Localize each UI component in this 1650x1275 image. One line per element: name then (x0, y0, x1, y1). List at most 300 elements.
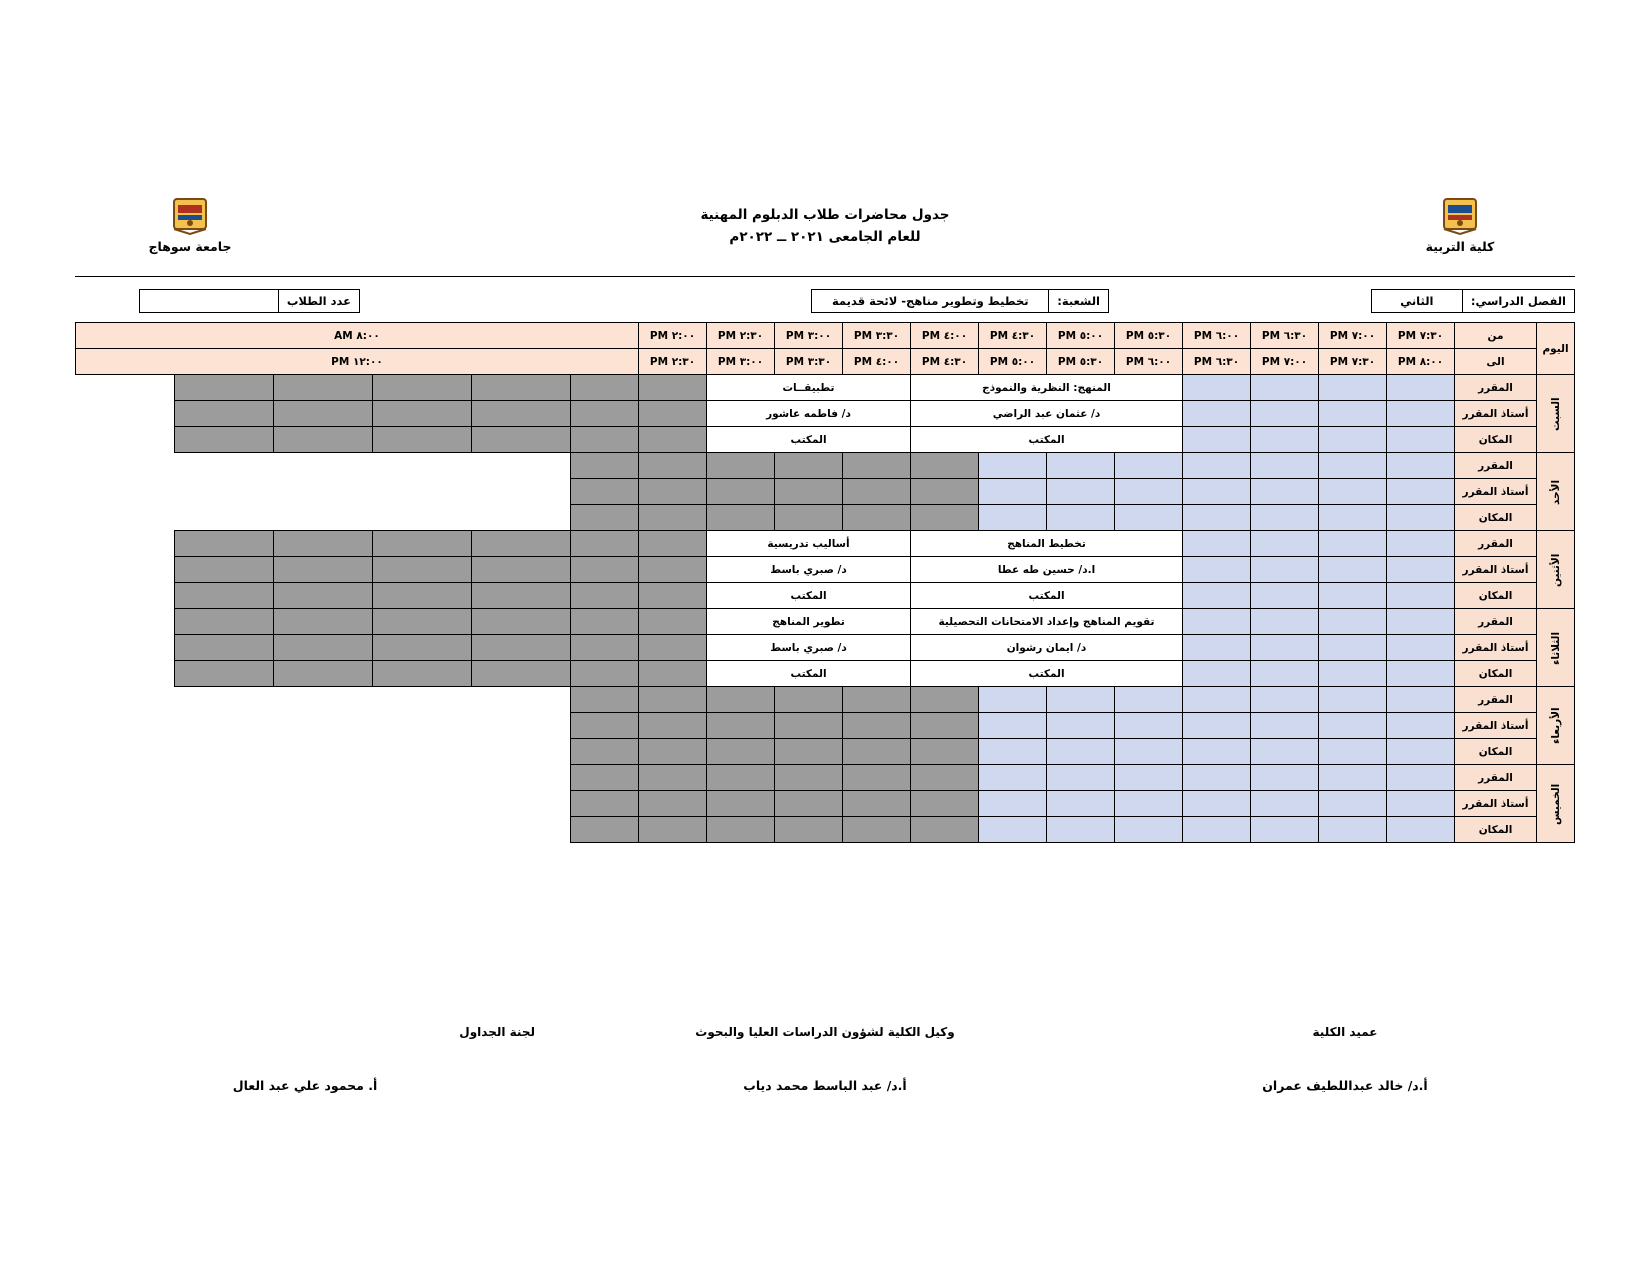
row-label-cell: المقرر (1455, 609, 1537, 635)
empty-slot-cell[interactable] (1319, 661, 1387, 687)
empty-slot-cell[interactable] (1387, 635, 1455, 661)
unavailable-slot-cell (373, 531, 472, 557)
students-count-value (139, 289, 278, 313)
students-count-label: عدد الطلاب (278, 289, 360, 313)
unavailable-slot-cell (274, 609, 373, 635)
instructor-cell[interactable]: د/ فاطمه عاشور (707, 401, 911, 427)
empty-slot-cell[interactable] (1251, 765, 1319, 791)
empty-slot-cell[interactable] (1319, 505, 1387, 531)
time-to-cell: ٥:٠٠ PM (979, 349, 1047, 375)
empty-slot-cell[interactable] (1047, 505, 1115, 531)
instructor-cell[interactable]: د/ صبري باسط (707, 635, 911, 661)
empty-slot-cell[interactable] (1387, 609, 1455, 635)
empty-slot-cell[interactable] (1047, 765, 1115, 791)
unavailable-slot-cell (571, 375, 639, 401)
time-from-cell: ٣:٣٠ PM (843, 323, 911, 349)
faculty-logo-icon (1438, 195, 1482, 235)
empty-slot-cell[interactable] (1387, 427, 1455, 453)
empty-slot-cell[interactable] (1387, 479, 1455, 505)
time-to-cell: ٦:٠٠ PM (1115, 349, 1183, 375)
unavailable-slot-cell (707, 791, 775, 817)
semester-field (1371, 289, 1575, 313)
empty-slot-cell[interactable] (1251, 531, 1319, 557)
day-column-header: اليوم (1537, 323, 1575, 375)
unavailable-slot-cell (843, 713, 911, 739)
day-name-cell: الأثنين (1537, 531, 1575, 609)
empty-slot-cell[interactable] (1319, 609, 1387, 635)
unavailable-slot-cell (571, 531, 639, 557)
time-to-cell: ٨:٠٠ PM (1387, 349, 1455, 375)
empty-slot-cell[interactable] (1251, 609, 1319, 635)
row-label-cell: المقرر (1455, 687, 1537, 713)
unavailable-slot-cell (639, 557, 707, 583)
info-bar (75, 289, 1575, 317)
empty-slot-cell[interactable] (1183, 791, 1251, 817)
row-label-cell: أستاذ المقرر (1455, 401, 1537, 427)
unavailable-slot-cell (707, 713, 775, 739)
title-block (305, 195, 1345, 245)
unavailable-slot-cell (571, 635, 639, 661)
empty-slot-cell[interactable] (1183, 401, 1251, 427)
unavailable-slot-cell (911, 505, 979, 531)
empty-slot-cell[interactable] (1183, 505, 1251, 531)
place-cell[interactable]: المكتب (911, 427, 1183, 453)
empty-slot-cell[interactable] (1183, 687, 1251, 713)
unavailable-slot-cell (571, 479, 639, 505)
to-label: الى (1455, 349, 1537, 375)
empty-slot-cell[interactable] (1183, 635, 1251, 661)
row-label-cell: المقرر (1455, 375, 1537, 401)
empty-slot-cell[interactable] (1319, 687, 1387, 713)
university-logo-icon (168, 195, 212, 235)
unavailable-slot-cell (639, 375, 707, 401)
empty-slot-cell[interactable] (1387, 739, 1455, 765)
empty-slot-cell[interactable] (979, 505, 1047, 531)
table-row (76, 791, 1575, 817)
empty-slot-cell[interactable] (1115, 791, 1183, 817)
course-cell[interactable]: تطبيقــات (707, 375, 911, 401)
empty-slot-cell[interactable] (1251, 401, 1319, 427)
unavailable-slot-cell (911, 687, 979, 713)
empty-slot-cell[interactable] (1387, 687, 1455, 713)
unavailable-slot-cell (472, 427, 571, 453)
unavailable-slot-cell (707, 687, 775, 713)
unavailable-slot-cell (472, 557, 571, 583)
unavailable-slot-cell (639, 817, 707, 843)
section-value: تخطيط وتطوير مناهج- لائحة قديمة (811, 289, 1048, 313)
table-row (76, 401, 1575, 427)
time-from-cell: ٧:٠٠ PM (1319, 323, 1387, 349)
empty-slot-cell[interactable] (1319, 453, 1387, 479)
unavailable-slot-cell (571, 401, 639, 427)
empty-slot-cell[interactable] (1183, 375, 1251, 401)
day-name-cell: الخميس (1537, 765, 1575, 843)
empty-slot-cell[interactable] (1183, 765, 1251, 791)
unavailable-slot-cell (274, 557, 373, 583)
unavailable-slot-cell (639, 713, 707, 739)
time-to-cell: ٢:٣٠ PM (639, 349, 707, 375)
unavailable-slot-cell (911, 765, 979, 791)
empty-slot-cell[interactable] (1183, 453, 1251, 479)
table-row (76, 531, 1575, 557)
empty-slot-cell[interactable] (1251, 479, 1319, 505)
empty-slot-cell[interactable] (979, 479, 1047, 505)
unavailable-slot-cell (911, 479, 979, 505)
unavailable-slot-cell (639, 609, 707, 635)
unavailable-slot-cell (571, 791, 639, 817)
row-label-cell: المكان (1455, 427, 1537, 453)
empty-slot-cell[interactable] (1251, 375, 1319, 401)
unavailable-slot-cell (571, 765, 639, 791)
course-cell[interactable]: تخطيط المناهج (911, 531, 1183, 557)
instructor-cell[interactable]: ا.د/ حسين طه عطا (911, 557, 1183, 583)
unavailable-slot-cell (843, 453, 911, 479)
table-row (76, 557, 1575, 583)
empty-slot-cell[interactable] (1183, 531, 1251, 557)
table-row (76, 713, 1575, 739)
unavailable-slot-cell (175, 401, 274, 427)
unavailable-slot-cell (571, 583, 639, 609)
unavailable-slot-cell (175, 635, 274, 661)
row-label-cell: المكان (1455, 817, 1537, 843)
empty-slot-cell[interactable] (1319, 531, 1387, 557)
unavailable-slot-cell (373, 609, 472, 635)
unavailable-slot-cell (639, 687, 707, 713)
unavailable-slot-cell (843, 687, 911, 713)
empty-slot-cell[interactable] (1387, 765, 1455, 791)
faculty-name: كلية التربية (1425, 239, 1495, 254)
course-cell[interactable]: المنهج: النظرية والنموذج (911, 375, 1183, 401)
time-to-row (76, 349, 1575, 375)
unavailable-slot-cell (571, 817, 639, 843)
unavailable-slot-cell (911, 713, 979, 739)
unavailable-slot-cell (639, 583, 707, 609)
unavailable-slot-cell (571, 557, 639, 583)
empty-slot-cell[interactable] (1183, 583, 1251, 609)
day-name-cell: الأربعاء (1537, 687, 1575, 765)
empty-slot-cell[interactable] (1047, 713, 1115, 739)
unavailable-slot-cell (775, 479, 843, 505)
unavailable-slot-cell (472, 401, 571, 427)
instructor-cell[interactable]: د/ ايمان رشوان (911, 635, 1183, 661)
unavailable-slot-cell (775, 505, 843, 531)
unavailable-slot-cell (639, 453, 707, 479)
empty-slot-cell[interactable] (979, 453, 1047, 479)
time-from-cell: ٧:٣٠ PM (1387, 323, 1455, 349)
empty-slot-cell[interactable] (1387, 713, 1455, 739)
empty-slot-cell[interactable] (1047, 817, 1115, 843)
unavailable-slot-cell (373, 557, 472, 583)
instructor-cell[interactable]: د/ عثمان عبد الراضي (911, 401, 1183, 427)
empty-slot-cell[interactable] (1115, 687, 1183, 713)
empty-slot-cell[interactable] (1115, 713, 1183, 739)
university-block (75, 195, 305, 254)
academic-year: للعام الجامعى ٢٠٢١ ــ ٢٠٢٢م (729, 229, 921, 245)
day-name-cell: الثلاثاء (1537, 609, 1575, 687)
unavailable-slot-cell (274, 583, 373, 609)
unavailable-slot-cell (571, 661, 639, 687)
time-to-cell: ٤:٠٠ PM (843, 349, 911, 375)
empty-slot-cell[interactable] (1047, 791, 1115, 817)
empty-slot-cell[interactable] (1047, 739, 1115, 765)
from-label: من (1455, 323, 1537, 349)
empty-slot-cell[interactable] (1251, 583, 1319, 609)
unavailable-slot-cell (571, 505, 639, 531)
empty-slot-cell[interactable] (1251, 557, 1319, 583)
unavailable-slot-cell (707, 505, 775, 531)
empty-slot-cell[interactable] (1387, 791, 1455, 817)
row-label-cell: المكان (1455, 661, 1537, 687)
table-row (76, 817, 1575, 843)
faculty-block (1345, 195, 1575, 254)
unavailable-slot-cell (707, 479, 775, 505)
place-cell[interactable]: المكتب (911, 583, 1183, 609)
unavailable-slot-cell (639, 479, 707, 505)
unavailable-slot-cell (911, 817, 979, 843)
table-row (76, 375, 1575, 401)
time-from-cell: ٤:٠٠ PM (911, 323, 979, 349)
empty-slot-cell[interactable] (1251, 739, 1319, 765)
unavailable-slot-cell (373, 583, 472, 609)
empty-slot-cell[interactable] (1183, 817, 1251, 843)
empty-slot-cell[interactable] (1251, 791, 1319, 817)
row-label-cell: أستاذ المقرر (1455, 713, 1537, 739)
unavailable-slot-cell (707, 453, 775, 479)
unavailable-slot-cell (639, 791, 707, 817)
empty-slot-cell[interactable] (1319, 375, 1387, 401)
table-row (76, 453, 1575, 479)
empty-slot-cell[interactable] (1251, 687, 1319, 713)
unavailable-slot-cell (472, 635, 571, 661)
unavailable-slot-cell (639, 635, 707, 661)
time-to-cell: ٦:٣٠ PM (1183, 349, 1251, 375)
unavailable-slot-cell (175, 661, 274, 687)
footer-role-right: لجنة الجداول (459, 1025, 535, 1039)
place-cell[interactable]: المكتب (707, 583, 911, 609)
empty-slot-cell[interactable] (1319, 479, 1387, 505)
section-label: الشعبة: (1048, 289, 1109, 313)
row-label-cell: أستاذ المقرر (1455, 557, 1537, 583)
table-row (76, 687, 1575, 713)
course-cell[interactable]: أساليب تدريسية (707, 531, 911, 557)
table-row (76, 583, 1575, 609)
empty-slot-cell[interactable] (1319, 817, 1387, 843)
empty-slot-cell[interactable] (1387, 661, 1455, 687)
time-to-cell: ٣:٣٠ PM (775, 349, 843, 375)
empty-slot-cell[interactable] (1319, 739, 1387, 765)
header-divider (75, 276, 1575, 277)
empty-slot-cell[interactable] (1115, 817, 1183, 843)
row-label-cell: المقرر (1455, 453, 1537, 479)
unavailable-slot-cell (775, 739, 843, 765)
row-label-cell: المقرر (1455, 531, 1537, 557)
footer-names (75, 1078, 1575, 1093)
time-from-cell: ٤:٣٠ PM (979, 323, 1047, 349)
empty-slot-cell[interactable] (1387, 401, 1455, 427)
empty-slot-cell[interactable] (1251, 713, 1319, 739)
time-to-cell: ٧:٣٠ PM (1319, 349, 1387, 375)
unavailable-slot-cell (775, 791, 843, 817)
instructor-cell[interactable]: د/ صبري باسط (707, 557, 911, 583)
footer-name-center: أ.د/ عبد الباسط محمد دياب (743, 1078, 907, 1093)
semester-label: الفصل الدراسي: (1462, 289, 1575, 313)
empty-slot-cell[interactable] (1387, 531, 1455, 557)
unavailable-slot-cell (274, 661, 373, 687)
empty-slot-cell[interactable] (1319, 765, 1387, 791)
unavailable-slot-cell (639, 661, 707, 687)
empty-slot-cell[interactable] (1251, 635, 1319, 661)
unavailable-slot-cell (373, 375, 472, 401)
empty-slot-cell[interactable] (1319, 791, 1387, 817)
table-row (76, 635, 1575, 661)
time-from-row (76, 323, 1575, 349)
empty-slot-cell[interactable] (1251, 453, 1319, 479)
empty-slot-cell[interactable] (1387, 375, 1455, 401)
row-label-cell: المكان (1455, 505, 1537, 531)
unavailable-slot-cell (373, 427, 472, 453)
empty-slot-cell[interactable] (1047, 453, 1115, 479)
empty-slot-cell[interactable] (979, 687, 1047, 713)
empty-slot-cell[interactable] (1047, 687, 1115, 713)
empty-slot-cell[interactable] (1387, 583, 1455, 609)
empty-slot-cell[interactable] (1251, 427, 1319, 453)
empty-slot-cell[interactable] (1183, 479, 1251, 505)
unavailable-slot-cell (175, 557, 274, 583)
empty-slot-cell[interactable] (1251, 817, 1319, 843)
empty-slot-cell[interactable] (979, 817, 1047, 843)
time-to-cell: ٧:٠٠ PM (1251, 349, 1319, 375)
unavailable-slot-cell (373, 401, 472, 427)
unavailable-slot-cell (639, 427, 707, 453)
empty-slot-cell[interactable] (1047, 479, 1115, 505)
empty-slot-cell[interactable] (979, 765, 1047, 791)
row-label-cell: أستاذ المقرر (1455, 479, 1537, 505)
empty-slot-cell[interactable] (979, 713, 1047, 739)
time-to-cell: ٤:٣٠ PM (911, 349, 979, 375)
unavailable-slot-cell (175, 427, 274, 453)
unavailable-slot-cell (274, 427, 373, 453)
empty-slot-cell[interactable] (1183, 739, 1251, 765)
table-row (76, 739, 1575, 765)
schedule-table (75, 322, 1575, 843)
row-label-cell: المكان (1455, 583, 1537, 609)
unavailable-slot-cell (843, 479, 911, 505)
unavailable-slot-cell (472, 609, 571, 635)
row-label-cell: المكان (1455, 739, 1537, 765)
row-label-cell: أستاذ المقرر (1455, 635, 1537, 661)
time-from-cell: ٥:٣٠ PM (1115, 323, 1183, 349)
empty-slot-cell[interactable] (1115, 453, 1183, 479)
unavailable-slot-cell (639, 401, 707, 427)
time-from-cell: ٢:٠٠ PM (639, 323, 707, 349)
unavailable-slot-cell (843, 791, 911, 817)
empty-slot-cell[interactable] (1183, 557, 1251, 583)
empty-slot-cell[interactable] (1319, 427, 1387, 453)
place-cell[interactable]: المكتب (707, 427, 911, 453)
unavailable-slot-cell (911, 453, 979, 479)
place-cell[interactable]: المكتب (707, 661, 911, 687)
document-header (75, 195, 1575, 275)
empty-slot-cell[interactable] (1115, 479, 1183, 505)
unavailable-slot-cell (274, 375, 373, 401)
time-from-cell: ٥:٠٠ PM (1047, 323, 1115, 349)
time-from-cell: ٨:٠٠ AM (76, 323, 639, 349)
unavailable-slot-cell (639, 505, 707, 531)
unavailable-slot-cell (175, 609, 274, 635)
unavailable-slot-cell (775, 817, 843, 843)
empty-slot-cell[interactable] (1319, 401, 1387, 427)
empty-slot-cell[interactable] (1387, 557, 1455, 583)
empty-slot-cell[interactable] (1387, 505, 1455, 531)
empty-slot-cell[interactable] (1319, 583, 1387, 609)
unavailable-slot-cell (571, 609, 639, 635)
unavailable-slot-cell (707, 817, 775, 843)
unavailable-slot-cell (843, 739, 911, 765)
unavailable-slot-cell (639, 765, 707, 791)
empty-slot-cell[interactable] (1319, 713, 1387, 739)
empty-slot-cell[interactable] (1387, 817, 1455, 843)
empty-slot-cell[interactable] (1115, 505, 1183, 531)
unavailable-slot-cell (175, 531, 274, 557)
empty-slot-cell[interactable] (1183, 713, 1251, 739)
course-cell[interactable]: تقويم المناهج وإعداد الامتحانات التحصيلية (911, 609, 1183, 635)
unavailable-slot-cell (571, 427, 639, 453)
unavailable-slot-cell (707, 739, 775, 765)
unavailable-slot-cell (639, 531, 707, 557)
empty-slot-cell[interactable] (1319, 557, 1387, 583)
footer-roles (75, 1025, 1575, 1039)
place-cell[interactable]: المكتب (911, 661, 1183, 687)
unavailable-slot-cell (571, 687, 639, 713)
empty-slot-cell[interactable] (1183, 661, 1251, 687)
row-label-cell: أستاذ المقرر (1455, 791, 1537, 817)
unavailable-slot-cell (571, 453, 639, 479)
document-title: جدول محاضرات طلاب الدبلوم المهنية (700, 207, 950, 223)
unavailable-slot-cell (911, 791, 979, 817)
empty-slot-cell[interactable] (979, 739, 1047, 765)
unavailable-slot-cell (472, 583, 571, 609)
unavailable-slot-cell (775, 453, 843, 479)
unavailable-slot-cell (843, 505, 911, 531)
empty-slot-cell[interactable] (1319, 635, 1387, 661)
table-row (76, 505, 1575, 531)
unavailable-slot-cell (843, 817, 911, 843)
table-row (76, 479, 1575, 505)
empty-slot-cell[interactable] (1183, 609, 1251, 635)
students-count-field (139, 289, 360, 313)
empty-slot-cell[interactable] (979, 791, 1047, 817)
empty-slot-cell[interactable] (1115, 739, 1183, 765)
empty-slot-cell[interactable] (1183, 427, 1251, 453)
day-name-cell: السبت (1537, 375, 1575, 453)
semester-value: الثاني (1371, 289, 1462, 313)
empty-slot-cell[interactable] (1251, 505, 1319, 531)
footer-name-left: أ.د/ خالد عبداللطيف عمران (1262, 1078, 1428, 1093)
section-field (811, 289, 1109, 313)
unavailable-slot-cell (707, 765, 775, 791)
unavailable-slot-cell (274, 531, 373, 557)
time-from-cell: ٢:٣٠ PM (707, 323, 775, 349)
footer-name-right: أ. محمود علي عبد العال (232, 1078, 378, 1093)
unavailable-slot-cell (373, 635, 472, 661)
empty-slot-cell[interactable] (1251, 661, 1319, 687)
empty-slot-cell[interactable] (1115, 765, 1183, 791)
unavailable-slot-cell (571, 713, 639, 739)
time-from-cell: ٣:٠٠ PM (775, 323, 843, 349)
empty-slot-cell[interactable] (1387, 453, 1455, 479)
course-cell[interactable]: تطوير المناهج (707, 609, 911, 635)
unavailable-slot-cell (472, 531, 571, 557)
